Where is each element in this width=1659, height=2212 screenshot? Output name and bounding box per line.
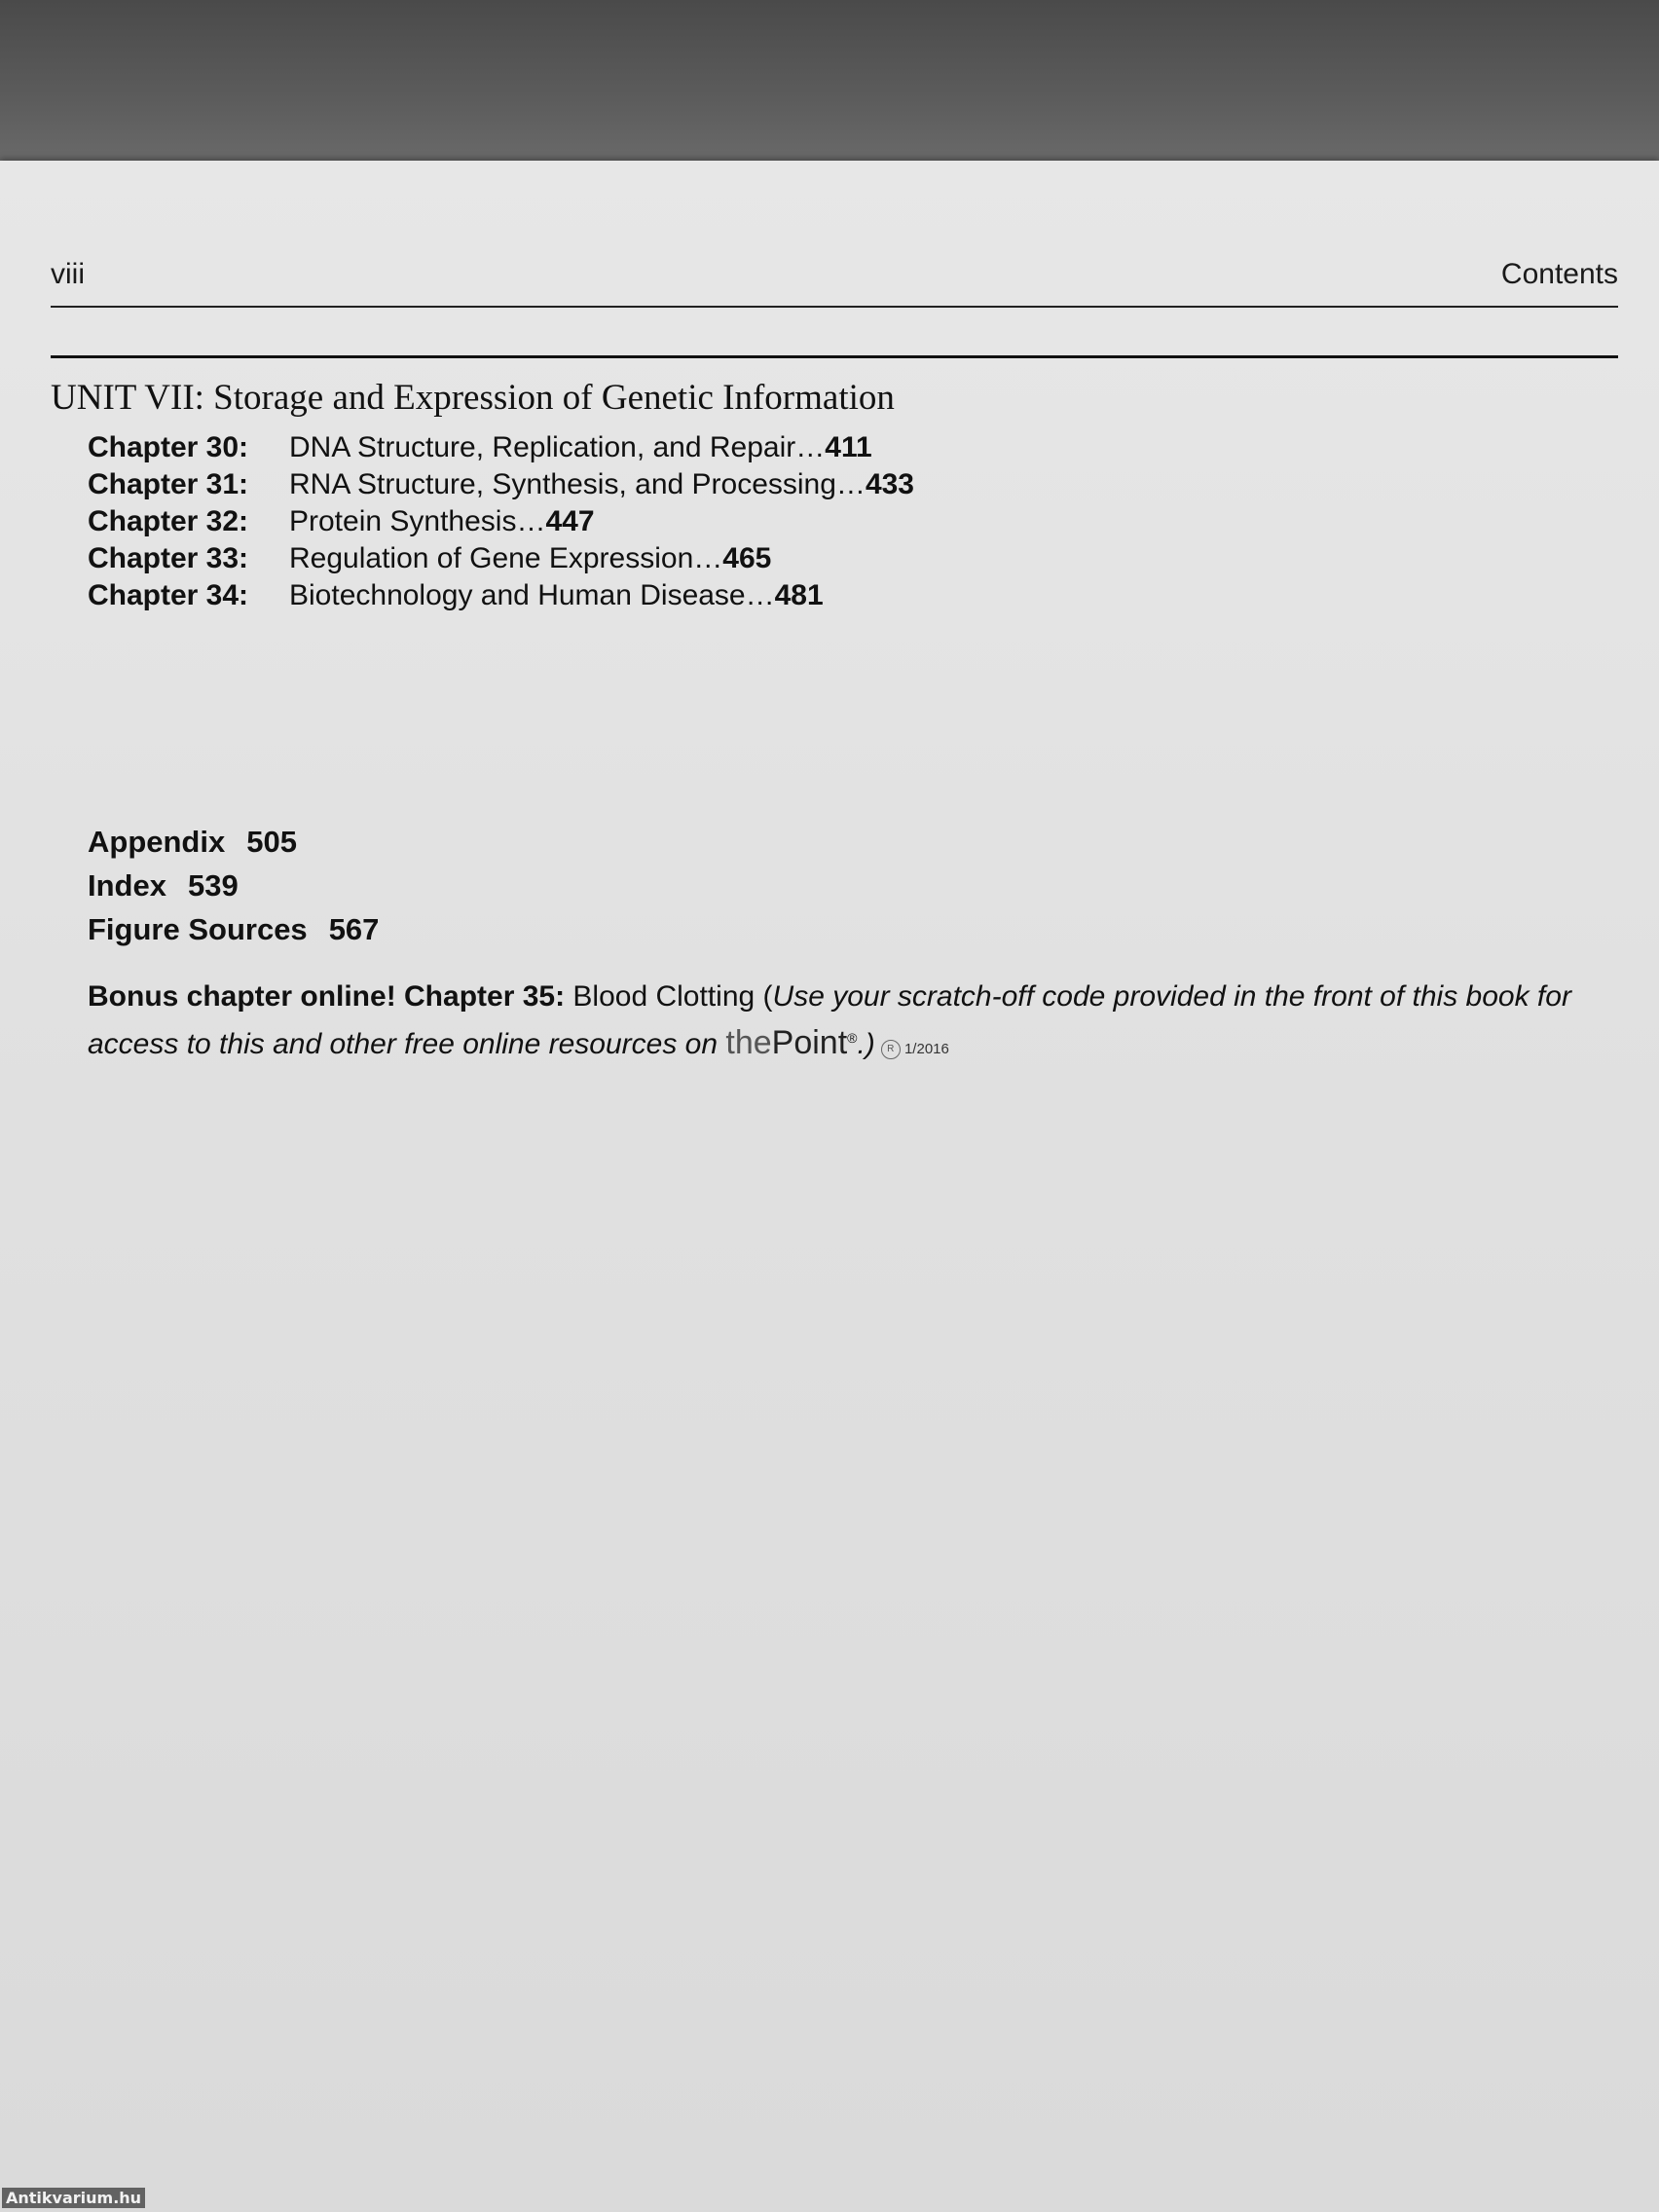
watermark: Antikvarium.hu bbox=[2, 2188, 145, 2208]
chapter-page: 447 bbox=[545, 505, 595, 537]
bonus-chapter-note bbox=[88, 977, 1587, 1070]
back-matter-entry[interactable] bbox=[88, 825, 379, 868]
back-matter-page: 567 bbox=[328, 912, 380, 946]
page-number: viii bbox=[51, 258, 85, 290]
chapter-entry[interactable] bbox=[88, 431, 914, 468]
chapter-page: 411 bbox=[825, 431, 872, 463]
chapter-number: Chapter 34: bbox=[88, 579, 249, 611]
back-matter-label: Index bbox=[88, 868, 166, 903]
back-matter-entry[interactable] bbox=[88, 912, 379, 956]
chapter-number: Chapter 33: bbox=[88, 542, 249, 574]
unit-heading: UNIT VII: Storage and Expression of Genetic Information bbox=[51, 378, 895, 418]
thepoint-logo[interactable] bbox=[725, 1024, 858, 1061]
chapter-entry[interactable] bbox=[88, 505, 914, 542]
back-matter-page: 505 bbox=[246, 825, 297, 859]
back-matter-label: Figure Sources bbox=[88, 912, 308, 946]
chapter-title: Protein Synthesis… bbox=[289, 505, 546, 537]
chapter-entry[interactable] bbox=[88, 579, 914, 616]
chapter-number: Chapter 31: bbox=[88, 468, 249, 500]
revision-date: 1/2016 bbox=[903, 1041, 949, 1057]
chapter-number: Chapter 30: bbox=[88, 431, 249, 463]
chapter-list bbox=[88, 431, 914, 616]
registered-circle-icon: R bbox=[881, 1040, 901, 1059]
header-rule bbox=[51, 306, 1618, 308]
chapter-page: 481 bbox=[774, 579, 824, 611]
bonus-title: Blood Clotting ( bbox=[565, 980, 773, 1013]
registered-mark: ® bbox=[847, 1030, 858, 1046]
bonus-close: .) bbox=[857, 1028, 875, 1060]
brand-the: the bbox=[725, 1024, 772, 1061]
section-name: Contents bbox=[1500, 258, 1618, 290]
bonus-lead: Bonus chapter online! Chapter 35: bbox=[88, 980, 566, 1013]
revision-stamp bbox=[881, 1041, 949, 1057]
chapter-title: Biotechnology and Human Disease… bbox=[289, 579, 775, 611]
back-matter-label: Appendix bbox=[88, 825, 226, 859]
chapter-page: 465 bbox=[722, 542, 772, 574]
chapter-entry[interactable] bbox=[88, 468, 914, 505]
chapter-title: DNA Structure, Replication, and Repair… bbox=[289, 431, 826, 463]
unit-rule bbox=[51, 355, 1618, 358]
back-matter-entry[interactable] bbox=[88, 868, 379, 912]
back-matter-page: 539 bbox=[187, 868, 239, 903]
chapter-page: 433 bbox=[865, 468, 914, 500]
chapter-entry[interactable] bbox=[88, 542, 914, 579]
chapter-title: RNA Structure, Synthesis, and Processing… bbox=[289, 468, 866, 500]
brand-point: Point bbox=[771, 1024, 848, 1061]
bonus-instruction: Use your scratch-off code provided in the front of this book for access to this and other free online resources on bbox=[88, 980, 1571, 1060]
background-surface bbox=[0, 0, 1659, 166]
back-matter-list bbox=[88, 825, 379, 956]
chapter-title: Regulation of Gene Expression… bbox=[289, 542, 723, 574]
chapter-number: Chapter 32: bbox=[88, 505, 249, 537]
book-page bbox=[0, 161, 1659, 2212]
running-head bbox=[51, 258, 1618, 297]
